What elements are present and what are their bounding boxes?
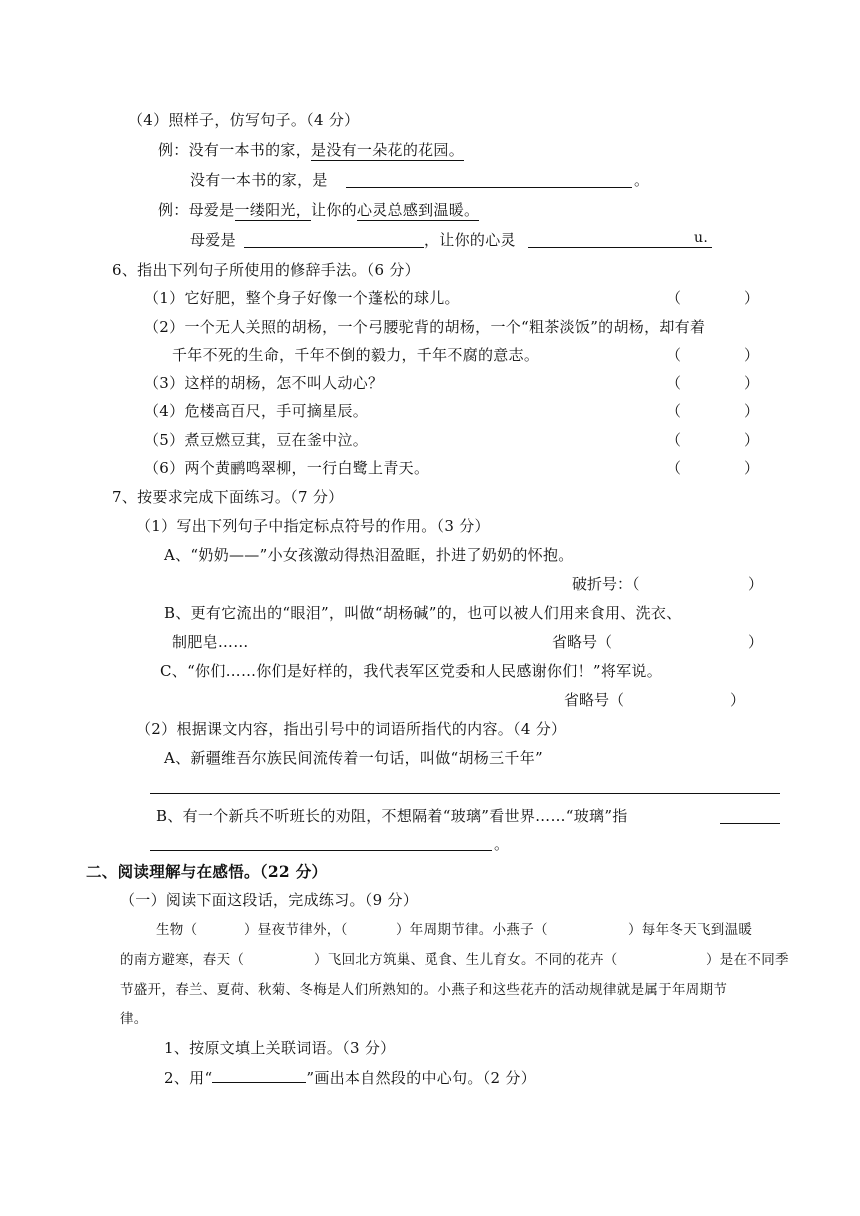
q6-answer-1[interactable]: [666, 288, 766, 308]
q7-sub-2: （2）根据课文内容，指出引号中的词语所指代的内容。（4 分）: [136, 720, 567, 738]
q6-item-4: （4）危楼高百尺，手可摘星辰。: [144, 402, 369, 420]
q4-fill-1-prefix: 没有一本书的家，是: [190, 171, 328, 189]
q7-heading: 7、按要求完成下面练习。（7 分）: [112, 488, 344, 506]
q7-a-label: 破折号：（: [572, 575, 640, 593]
q4-example-2-ul1: 一缕阳光，: [234, 201, 312, 219]
q7-ra-answer-line[interactable]: [150, 793, 780, 794]
paren-open: （: [666, 374, 682, 392]
q7-b-text: B、更有它流出的“眼泪”，叫做“胡杨碱”的，也可以被人们用来食用、洗衣、: [164, 604, 682, 622]
q4-fill-2-blank-2[interactable]: [528, 247, 712, 248]
passage-line-4: 律。: [120, 1011, 148, 1027]
q7-sub-1: （1）写出下列句子中指定标点符号的作用。（3 分）: [136, 517, 490, 535]
paren-close: ）: [730, 691, 746, 709]
q7-rb-answer-line-1[interactable]: [720, 823, 780, 824]
q6-answer-3[interactable]: [666, 373, 766, 393]
q4-fill-2-prefix: 母爱是: [190, 231, 236, 249]
q4-example-1: [158, 140, 464, 160]
q6-heading: 6、指出下列句子所使用的修辞手法。（6 分）: [112, 261, 420, 279]
q4-fill-1-suffix: 。: [634, 171, 650, 189]
q4-fill-2-mid: ，让你的心灵: [424, 231, 516, 249]
q4-fill-2-blank-1[interactable]: [244, 247, 424, 248]
paren-open: （: [666, 431, 682, 449]
q7-rb-text: B、有一个新兵不听班长的劝阻，不想隔着“玻璃”看世界……“玻璃”指: [156, 807, 628, 825]
q6-answer-2[interactable]: [666, 345, 766, 365]
paren-close: ）: [748, 633, 764, 651]
paren-close: ）: [744, 374, 760, 392]
q7-c-text: C、“你们……你们是好样的，我代表军区党委和人民感谢你们！”将军说。: [160, 662, 663, 680]
paren-close: ）: [744, 289, 760, 307]
q4-fill-1-blank[interactable]: [346, 187, 632, 188]
q4-example-1-underlined: 是没有一朵花的花园。: [311, 141, 465, 159]
q4-example-2-mid: 让你的: [311, 201, 357, 219]
q7-ra-text: A、新疆维吾尔族民间流传着一句话，叫做“胡杨三千年”: [164, 749, 543, 767]
paren-close: ）: [744, 346, 760, 364]
paren-close: ）: [744, 402, 760, 420]
q6-answer-6[interactable]: [666, 458, 766, 478]
task-1: 1、按原文填上关联词语。（3 分）: [164, 1039, 396, 1057]
part2-sub: （一）阅读下面这段话，完成练习。（9 分）: [120, 891, 419, 909]
part2-heading: 二、阅读理解与在感悟。（22 分）: [86, 862, 328, 881]
task-2: [164, 1068, 536, 1088]
q4-example-2-prefix: 例：母爱是: [158, 201, 235, 219]
q6-item-1: （1）它好肥，整个身子好像一个蓬松的球儿。: [144, 289, 460, 307]
passage-2-a: 的南方避寒，春天（: [120, 952, 245, 968]
passage-1-b: ）昼夜节律外，（: [244, 922, 348, 938]
q7-b-label: 省略号（: [552, 633, 613, 651]
q7-a-text: A、“奶奶——”小女孩激动得热泪盈眶，扑进了奶奶的怀抱。: [164, 546, 574, 564]
q6-item-5: （5）煮豆燃豆萁，豆在釜中泣。: [144, 431, 369, 449]
paren-close: ）: [744, 431, 760, 449]
paren-close: ）: [744, 459, 760, 477]
q4-heading: （4）照样子，仿写句子。（4 分）: [128, 111, 360, 129]
task-2-underline-sample: [212, 1068, 306, 1083]
paren-open: （: [666, 346, 682, 364]
task-2-a: 2、用“: [164, 1069, 213, 1087]
q6-item-6: （6）两个黄鹂鸣翠柳，一行白鹭上青天。: [144, 459, 430, 477]
q7-b-text-2: 制肥皂……: [172, 633, 249, 651]
q7-c-answer[interactable]: [564, 690, 744, 710]
passage-1-c: ）年周期节律。小燕子（: [396, 922, 548, 938]
q7-b-answer[interactable]: [552, 632, 762, 652]
q6-item-2-cont: 千年不死的生命，千年不倒的毅力，千年不腐的意志。: [172, 346, 540, 364]
q6-answer-4[interactable]: [666, 401, 766, 421]
paren-open: （: [666, 459, 682, 477]
q7-rb-end: 。: [494, 835, 510, 853]
q6-item-3: （3）这样的胡杨，怎不叫人动心？: [144, 374, 384, 392]
q7-c-label: 省略号（: [564, 691, 625, 709]
passage-2-c: ）是在不同季: [706, 952, 789, 968]
q4-example-1-prefix: 例：没有一本书的家，: [158, 141, 312, 159]
paren-close: ）: [748, 575, 764, 593]
passage-2-b: ）飞回北方筑巢、觅食、生儿育女。不同的花卉（: [314, 952, 618, 968]
q7-a-answer[interactable]: [572, 574, 762, 594]
q6-item-2: （2）一个无人关照的胡杨，一个弓腰驼背的胡杨，一个“粗茶淡饭”的胡杨，却有着: [144, 318, 706, 336]
passage-1-d: ）每年冬天飞到温暖: [628, 922, 753, 938]
q4-example-2-ul2: 心灵总感到温暖。: [356, 201, 480, 219]
q6-answer-5[interactable]: [666, 430, 766, 450]
paren-open: （: [666, 402, 682, 420]
passage-1-a: 生物（: [156, 922, 198, 938]
q4-example-2: [158, 200, 479, 220]
paren-open: （: [666, 289, 682, 307]
q7-rb-answer-line-2[interactable]: [150, 850, 492, 851]
task-2-b: ”画出本自然段的中心句。（2 分）: [306, 1069, 537, 1087]
q4-fill-2-end: u.: [694, 230, 709, 246]
passage-line-3: 节盛开，春兰、夏荷、秋菊、冬梅是人们所熟知的。小燕子和这些花卉的活动规律就是属于年周期节: [120, 982, 728, 998]
